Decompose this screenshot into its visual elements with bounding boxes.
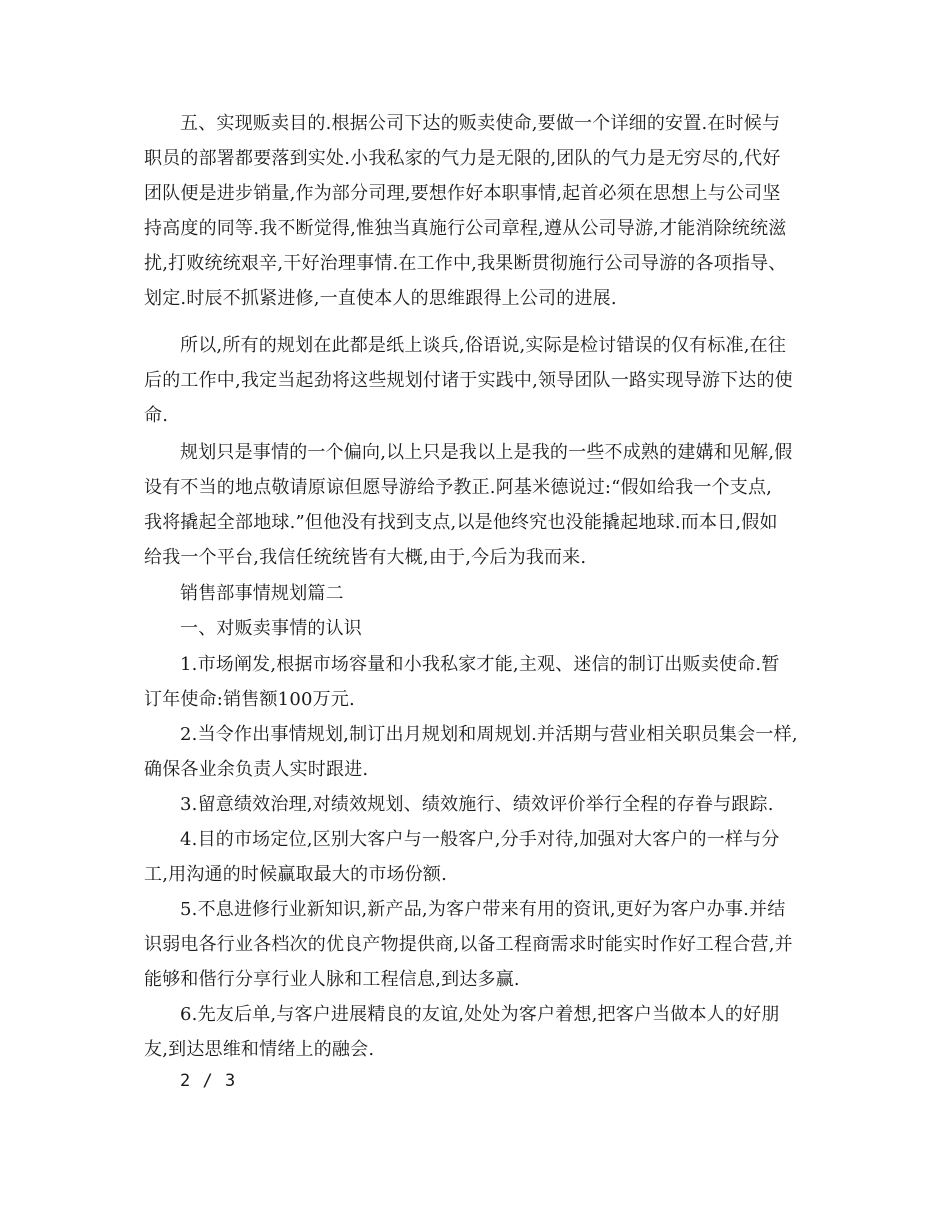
list-item-line: 确保各业余负责人实时跟进.: [144, 759, 369, 780]
text-line: 扰,打败统统艰辛,干好治理事情.在工作中,我果断贯彻施行公司导游的各项指导、: [144, 253, 787, 274]
text-line: 命.: [144, 405, 169, 426]
list-item-line: 5.不息进修行业新知识,新产品,为客户带来有用的资讯,更好为客户办事.并结: [180, 899, 786, 920]
list-item-line: 识弱电各行业各档次的优良产物提供商,以备工程商需求时能实时作好工程合营,并: [144, 934, 793, 955]
text-line: 设有不当的地点敬请原谅但愿导游给予教正.阿基米德说过:“假如给我一个支点,: [144, 477, 773, 498]
section-heading: 销售部事情规划篇二: [180, 583, 344, 604]
list-item-line: 4.目的市场定位,区别大客户与一般客户,分手对待,加强对大客户的一样与分: [180, 829, 780, 850]
text-line: 给我一个平台,我信任统统皆有大概,由于,今后为我而来.: [144, 547, 587, 568]
list-item-line: 订年使命:销售额100万元.: [144, 689, 355, 710]
text-line: 职员的部署都要落到实处.小我私家的气力是无限的,团队的气力是无穷尽的,代好: [144, 148, 781, 169]
list-item-line: 工,用沟通的时候赢取最大的市场份额.: [144, 864, 448, 885]
list-item-line: 2.当令作出事情规划,制订出月规划和周规划.并活期与营业相关职员集会一样,: [180, 724, 798, 745]
text-line: 划定.时辰不抓紧进修,一直使本人的思维跟得上公司的进展.: [144, 288, 617, 309]
text-line: 规划只是事情的一个偏向,以上只是我以上是我的一些不成熟的建媾和见解,假: [180, 442, 793, 463]
page-number: 2 / 3: [180, 1071, 237, 1091]
list-item-line: 6.先友后单,与客户进展精良的友谊,处处为客户着想,把客户当做本人的好朋: [180, 1004, 780, 1025]
list-item-line: 3.留意绩效治理,对绩效规划、绩效施行、绩效评价举行全程的存眷与跟踪.: [180, 794, 774, 815]
text-line: 持高度的同等.我不断觉得,惟独当真施行公司章程,遵从公司导游,才能消除统统滋: [144, 218, 787, 239]
subsection-heading: 一、对贩卖事情的认识: [180, 618, 362, 639]
list-item-line: 友,到达思维和情绪上的融会.: [144, 1039, 375, 1060]
text-line: 所以,所有的规划在此都是纸上谈兵,俗语说,实际是检讨错误的仅有标准,在往: [180, 335, 787, 356]
list-item-line: 能够和偕行分享行业人脉和工程信息,到达多赢.: [144, 969, 520, 990]
text-line: 我将撬起全部地球.”但他没有找到支点,以是他终究也没能撬起地球.而本日,假如: [144, 512, 778, 533]
text-line: 五、实现贩卖目的.根据公司下达的贩卖使命,要做一个详细的安置.在时候与: [180, 113, 781, 134]
text-line: 后的工作中,我定当起劲将这些规划付诸于实践中,领导团队一路实现导游下达的使: [144, 370, 793, 391]
list-item-line: 1.市场阐发,根据市场容量和小我私家才能,主观、迷信的制订出贩卖使命.暂: [180, 654, 780, 675]
text-line: 团队便是进步销量,作为部分司理,要想作好本职事情,起首必须在思想上与公司坚: [144, 183, 781, 204]
